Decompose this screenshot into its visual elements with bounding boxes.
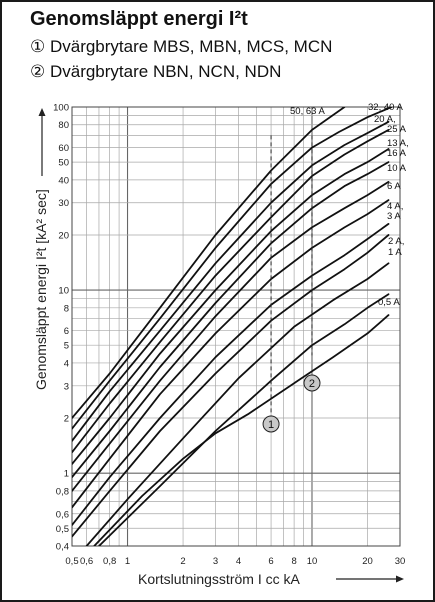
y-tick-label: 5 [63,340,69,352]
y-tick-label: 100 [53,102,69,114]
x-tick-label: 30 [394,556,406,567]
series-line-10 [87,263,389,546]
x-tick-label: 8 [291,556,297,567]
series-label: 50, 63 A [290,106,325,117]
y-axis-arrowhead [39,108,46,116]
y-tick-label: 8 [63,303,69,315]
series-label: 32, 40 A [368,102,403,113]
y-tick-label: 40 [58,175,69,187]
x-tick-label: 6 [268,556,274,567]
series-lines [72,107,392,546]
x-tick-label: 10 [306,556,318,567]
x-tick-label: 1 [124,556,131,567]
annotation-marker-label-2: 2 [308,378,316,390]
series-label: 1 A [388,247,402,258]
x-tick-label: 3 [212,556,219,567]
series-label: 2 A, [388,236,405,247]
annotation-marker-label-1: 1 [268,419,275,431]
subtitle-mbs-mcn: ① Dvärgbrytare MBS, MBN, MCS, MCN [30,37,333,56]
y-tick-label: 0,6 [55,509,69,521]
series-label: 10 A [387,163,407,174]
y-tick-label: 60 [58,143,69,155]
grid [72,107,400,546]
series-line-3 [72,130,389,452]
x-tick-label: 0,5 [65,556,79,567]
y-tick-label: 20 [58,230,69,242]
series-label: 13 A, [387,138,409,149]
plot-border [72,107,400,546]
x-tick-label: 4 [235,556,242,567]
series-label: 4 A, [387,201,404,212]
y-tick-label: 2 [63,413,69,425]
series-label: 0,5 A [378,297,400,308]
y-axis-label: Genomsläppt energi I²t [kA² sec] [33,189,49,390]
y-tick-label: 1 [63,468,69,480]
axes [33,103,405,588]
y-tick-label: 10 [58,285,69,297]
series-label: 25 A [387,124,407,135]
series-label: 6 A [387,181,401,192]
x-tick-label: 20 [362,556,373,567]
subtitle-nbn-ndn: ② Dvärgbrytare NBN, NCN, NDN [30,62,282,81]
y-tick-label: 4 [63,358,69,370]
x-axis-label: Kortslutningsström I cc kA [138,571,300,587]
x-axis-arrowhead [396,576,404,583]
y-tick-label: 3 [63,381,69,393]
y-tick-label: 30 [58,198,69,210]
series-label: 3 A [387,211,401,222]
y-tick-label: 50 [58,157,69,169]
y-tick-label: 0,5 [55,523,69,535]
title-text: Genomsläppt energi I²t [30,8,248,30]
y-tick-label: 6 [63,326,69,338]
x-tick-label: 0,6 [79,556,94,567]
series-line-2 [72,122,389,441]
x-tick-label: 0,8 [103,556,117,567]
series-label: 20 A, [374,114,396,125]
y-tick-label: 80 [58,120,69,132]
series-line-6 [72,182,389,491]
y-tick-label: 0,8 [55,486,69,498]
y-tick-label: 0,4 [55,541,69,553]
series-label: 16 A [387,148,407,159]
x-tick-label: 2 [180,556,186,567]
